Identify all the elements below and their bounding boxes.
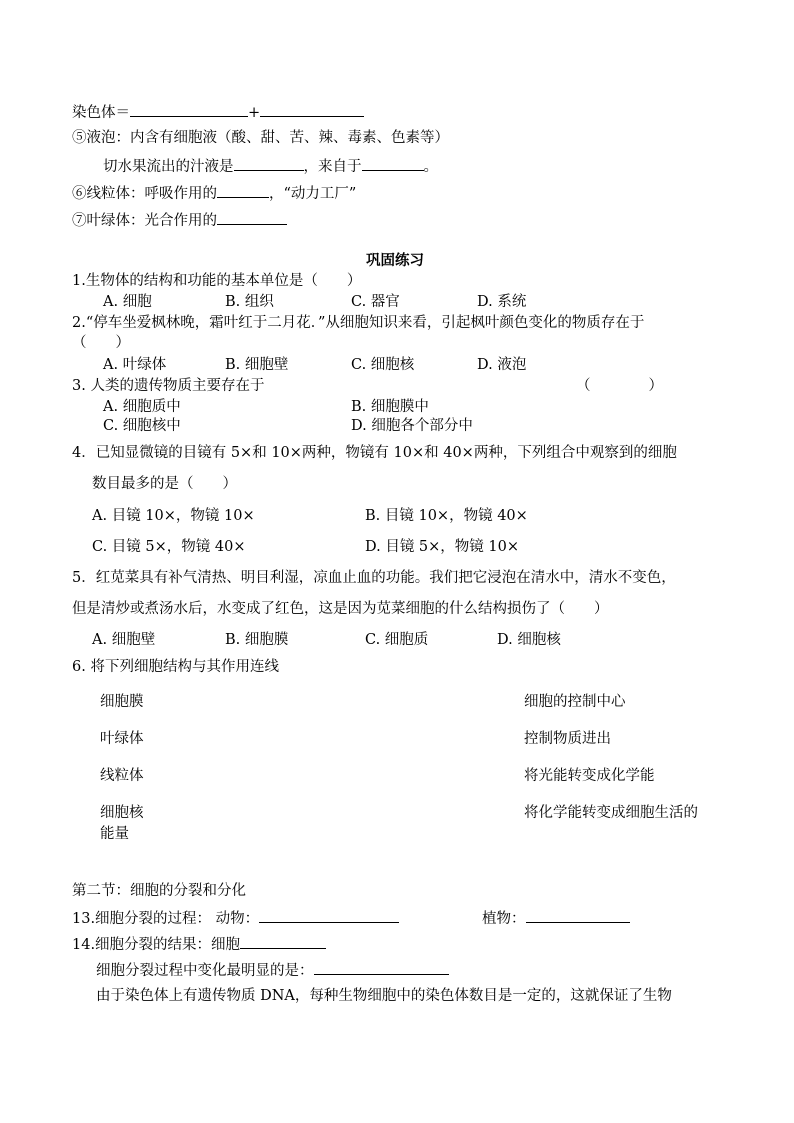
q3-paren: （ ） xyxy=(576,378,663,394)
q6-right-item[interactable]: 控制物质进出 xyxy=(524,731,611,747)
q6-right-overflow: 能量 xyxy=(100,826,129,842)
q2-stem: 2.“停车坐爱枫林晚，霜叶红于二月花．”从细胞知识来看，引起枫叶颜色变化的物质存在于 xyxy=(72,315,645,331)
q4-stem-line1: 4．已知显微镜的目镜有 5×和 10×两种，物镜有 10×和 40×两种，下列组合中观察到的细胞 xyxy=(72,445,677,461)
q3-option-a[interactable]: A. 细胞质中 xyxy=(103,399,181,415)
q5-stem-line1: 5．红苋菜具有补气清热、明目利湿，凉血止血的功能。我们把它浸泡在清水中，清水不变色， xyxy=(72,570,676,586)
q4-option-c[interactable]: C. 目镜 5×，物镜 40× xyxy=(92,539,246,555)
chloro-text: ⑦叶绿体：光合作用的 xyxy=(72,213,217,229)
answer-blank[interactable] xyxy=(526,908,630,923)
juice-line xyxy=(103,156,438,176)
answer-blank[interactable] xyxy=(234,156,304,171)
juice-text: 。 xyxy=(423,159,438,175)
change-text: 细胞分裂过程中变化最明显的是： xyxy=(96,963,314,979)
q6-left-item[interactable]: 细胞膜 xyxy=(100,694,144,710)
q13-plant-label: 植物： xyxy=(482,911,526,927)
juice-text: 切水果流出的汁液是 xyxy=(103,159,234,175)
q13-animal-label: 13.细胞分裂的过程： 动物： xyxy=(72,911,260,927)
chromosome-prefix: 染色体＝ xyxy=(72,105,130,121)
q3-stem: 3. 人类的遗传物质主要存在于 xyxy=(72,378,265,394)
q1-option-d[interactable]: D. 系统 xyxy=(477,294,527,310)
q6-left-item[interactable]: 线粒体 xyxy=(100,768,144,784)
q5-stem-line2: 但是清炒或煮汤水后，水变成了红色，这是因为苋菜细胞的什么结构损伤了（ ） xyxy=(72,601,609,617)
q4-option-a[interactable]: A. 目镜 10×，物镜 10× xyxy=(92,508,255,524)
q1-option-b[interactable]: B. 组织 xyxy=(225,294,274,310)
answer-blank[interactable] xyxy=(260,102,364,117)
q2-option-a[interactable]: A. 叶绿体 xyxy=(103,357,167,373)
q2-option-c[interactable]: C. 细胞核 xyxy=(351,357,415,373)
chromosome-line xyxy=(72,102,364,122)
mito-text: ，“动力工厂” xyxy=(269,186,357,202)
answer-blank[interactable] xyxy=(259,908,399,923)
q14-line xyxy=(72,934,326,954)
juice-text: ，来自于 xyxy=(303,159,362,175)
q1-option-c[interactable]: C. 器官 xyxy=(351,294,400,310)
answer-blank[interactable] xyxy=(217,210,287,225)
vacuole-line: ⑤液泡：内含有细胞液（酸、甜、苦、辣、毒素、色素等） xyxy=(72,130,449,146)
q3-option-d[interactable]: D. 细胞各个部分中 xyxy=(351,418,473,434)
answer-blank[interactable] xyxy=(362,156,424,171)
section2-title: 第二节：细胞的分裂和分化 xyxy=(72,883,246,899)
q3-option-c[interactable]: C. 细胞核中 xyxy=(103,418,181,434)
q4-stem-line2: 数目最多的是（ ） xyxy=(92,476,237,492)
answer-blank[interactable] xyxy=(240,934,326,949)
q13-plant xyxy=(482,908,630,928)
q4-option-d[interactable]: D. 目镜 5×，物镜 10× xyxy=(365,539,520,555)
q5-option-a[interactable]: A. 细胞壁 xyxy=(92,632,156,648)
q1-stem: 1.生物体的结构和功能的基本单位是（ ） xyxy=(72,273,362,289)
q6-stem: 6. 将下列细胞结构与其作用连线 xyxy=(72,659,279,675)
q5-option-b[interactable]: B. 细胞膜 xyxy=(225,632,289,648)
answer-blank[interactable] xyxy=(217,183,269,198)
q3-option-b[interactable]: B. 细胞膜中 xyxy=(351,399,429,415)
q4-option-b[interactable]: B. 目镜 10×，物镜 40× xyxy=(365,508,528,524)
q6-right-item[interactable]: 将化学能转变成细胞生活的 xyxy=(524,805,698,821)
q5-option-c[interactable]: C. 细胞质 xyxy=(365,632,429,648)
q2-paren: （ ） xyxy=(72,335,130,351)
mito-line xyxy=(72,183,356,203)
mito-text: ⑥线粒体：呼吸作用的 xyxy=(72,186,217,202)
answer-blank[interactable] xyxy=(130,102,248,117)
chloro-line xyxy=(72,210,287,230)
q2-option-d[interactable]: D. 液泡 xyxy=(477,357,527,373)
q6-right-item[interactable]: 细胞的控制中心 xyxy=(524,694,626,710)
q1-option-a[interactable]: A. 细胞 xyxy=(103,294,152,310)
q2-option-b[interactable]: B. 细胞壁 xyxy=(225,357,289,373)
practice-title: 巩固练习 xyxy=(366,252,424,269)
dna-line: 由于染色体上有遗传物质 DNA，每种生物细胞中的染色体数目是一定的，这就保证了生物 xyxy=(96,988,672,1004)
change-line xyxy=(96,960,449,980)
q13-line xyxy=(72,908,399,928)
answer-blank[interactable] xyxy=(314,960,449,975)
q6-left-item[interactable]: 细胞核 xyxy=(100,805,144,821)
q6-left-item[interactable]: 叶绿体 xyxy=(100,731,144,747)
q6-right-item[interactable]: 将光能转变成化学能 xyxy=(524,768,655,784)
q5-option-d[interactable]: D. 细胞核 xyxy=(497,632,561,648)
q14-text: 14.细胞分裂的结果：细胞 xyxy=(72,937,241,953)
plus-sign: + xyxy=(248,105,261,121)
